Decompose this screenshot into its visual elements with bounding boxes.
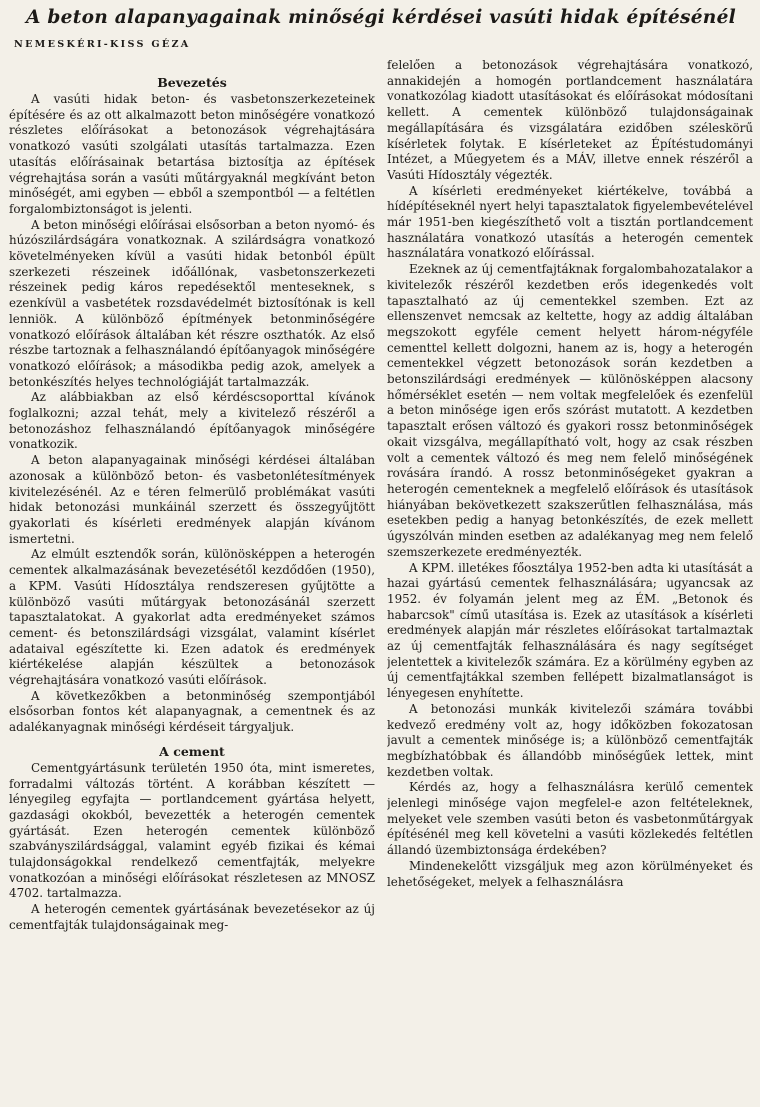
paragraph: A következőkben a betonminőség szempontjából elsősorban fontos két alapanyagnak, a cementnek és az adalékanyagnak minőségi kérdéseit tárgyaljuk. — [9, 688, 375, 735]
paragraph: A heterogén cementek gyártásának bevezetésekor az új cementfajták tulajdonságainak meg- — [9, 902, 375, 932]
section-heading-bevezetes: Bevezetés — [157, 75, 227, 90]
paragraph: A KPM. illetékes főosztálya 1952-ben adta ki utasítását a hazai gyártású cementek felhasználására; ugyancsak az 1952. év folyamán jelent meg az ÉM. „Betonok és habarcsok" című utasítása is. Ezek az utasítások a kísérleti eredmények alapján már részletes előírásokat tartalmaztak az új cementfajták felhasználására és nagy segítséget jelentettek a kivitelezők számára. Ez a körülmény egyben az új cementfajtákkal szemben fellépett bizalmatlanságot is lényegesen enyhítette. — [387, 560, 753, 701]
paragraph: Az alábbiakban az első kérdéscsoporttal kívánok foglalkozni; azzal tehát, mely a kivitelező részéről a betonozáshoz felhasználandó építőanyagok minőségére vonatkozik. — [9, 390, 375, 452]
paragraph: A beton alapanyagainak minőségi kérdései általában azonosak a különböző beton- és vasbetonlétesítmények kivitelezésénél. Az e téren felmerülő problémákat vasúti hidak betonozási munkáinál szerzett és összegyűjtött gyakorlati és kísérleti eredmények alapján kívánom ismertetni. — [9, 453, 375, 546]
paragraph-continued: felelően a betonozások végrehajtására vonatkozó, annakidején a homogén portlandcement használatára vonatkozólag kiadott utasításokat és előírásokat módosítani kellett. A cementek különböző tulajdonságainak megállapítására és vizsgálatára ezidőben széleskörű kísérletek folytak. E kísérleteket az Építéstudományi Intézet, a Műegyetem és a MÁV, illetve ennek részéről a Vasúti Hídosztály végezték. — [387, 58, 753, 182]
article-author: NEMESKÉRI-KISS GÉZA — [14, 39, 191, 50]
paragraph: A kísérleti eredményeket kiértékelve, továbbá a hídépítéseknél nyert helyi tapasztalatok figyelembevételével már 1951-ben kiegészíthető volt a tisztán portlandcement használatára vonatkozó utasítás a heterogén cementek használatára vonatkozó előírással. — [387, 183, 753, 261]
article-title: A beton alapanyagainak minőségi kérdései vasúti hidak építésénél — [26, 7, 736, 28]
paragraph: Az elmúlt esztendők során, különösképpen a heterogén cementek alkalmazásának bevezetésétől kezdődően (1950), a KPM. Vasúti Hídosztálya rendszeresen gyűjtötte a különböző vasúti műtárgyak betonozásánál szerzett tapasztalatokat. A gyakorlat adta eredményeket számos cement- és betonszilárdsági vizsgálat, valamint kísérlet adataival egészítette ki. Ezen adatok és eredmények kiértékelése alapján készültek a betonozások végrehajtására vonatkozó vasúti előírások. — [9, 547, 375, 688]
right-column — [387, 58, 753, 1107]
text-columns — [9, 58, 753, 1107]
paragraph: Ezeknek az új cementfajtáknak forgalombahozatalakor a kivitelezők részéről kezdetben erős idegenkedés volt tapasztalható az új cementekkel szemben. Ezt az ellenszenvet nemcsak az keltette, hogy az addig általában megszokott egyféle cement helyett három-négyféle cementtel kellett dolgozni, hanem az is, hogy a heterogén cementekkel végzett betonozások során kezdetben a betonszilárdsági eredmények — különösképpen alacsony hőmérséklet esetén — nem voltak megfelelőek és ezenfelül a beton minősége igen erős szórást mutatott. A kezdetben tapasztalt erősen változó és gyakori rossz betonminőségek okait vizsgálva, megállapítható volt, hogy az csak részben volt a cementek változó és meg nem felelő minőségének rovására írandó. A rossz betonminőségeket gyakran a heterogén cementeknek a megfelelő előírások és utasítások hiányában bekövetkezett szakszerűtlen felhasználása, más esetekben pedig a hanyag betonkészítés, de ezek mellett úgyszólván minden esetben az adalékanyag meg nem felelő szemszerkezete eredményezték. — [387, 262, 753, 559]
paragraph: A beton minőségi előírásai elsősorban a beton nyomó- és húzószilárdságára vonatkoznak. A szilárdságra vonatkozó követelményeken kívül a vasúti hidak betonból épült szerkezeti részeinek időállónak, vasbetonszerkezeti részeinek pedig káros repedésektől menteseknek, s ezenkívül a vasbetétek rozsdavédelmét biztosítónak is kell lenniök. A különböző építmények betonminőségére vonatkozó előírások általában két részre oszthatók. Az első részbe tartoznak a felhasználandó építőanyagok minőségére vonatkozó előírások; a másodikba pedig azok, amelyek a betonkészítés helyes technológiáját tartalmazzák. — [9, 217, 375, 389]
paragraph: Mindenekelőtt vizsgáljuk meg azon körülményeket és lehetőségeket, melyek a felhasználásra — [387, 858, 753, 889]
paragraph: A vasúti hidak beton- és vasbetonszerkezeteinek építésére és az ott alkalmazott beton minőségére vonatkozó részletes előírásokat a betonozások végrehajtására vonatkozó vasúti szolgálati utasítás tartalmazza. Ezen utasítás előírásainak betartása biztosítja az építések végrehajtása során a vasúti műtárgyaknál megkívánt beton minőségét, ami egyben — ebből a szempontból — a feltétlen forgalombiztonságot is jelenti. — [9, 92, 375, 216]
left-column — [9, 58, 375, 1107]
paragraph: Kérdés az, hogy a felhasználásra kerülő cementek jelenlegi minősége vajon megfelel-e azon feltételeknek, melyeket vele szemben vasúti beton és vasbetonműtárgyak építésénél meg kell követelni a vasúti közlekedés feltétlen állandó üzembiztonsága érdekében? — [387, 780, 753, 858]
paragraph: Cementgyártásunk területén 1950 óta, mint ismeretes, forradalmi változás történt. A korábban készített — lényegileg egyfajta — portlandcement gyártása helyett, gazdasági okokból, bevezették a heterogén cementek gyártását. Ezen heterogén cementek különböző szabványszilárdsággal, valamint egyéb fizikai és kémai tulajdonságokkal rendelkező cementfajták, melyekre vonatkozóan a minőségi előírásokat részletesen az MNOSZ 4702. tartalmazza. — [9, 760, 375, 901]
section-heading-a-cement: A cement — [159, 743, 225, 759]
paragraph: A betonozási munkák kivitelezői számára további kedvező eredmény volt az, hogy időközben fokozatosan javult a cementek minősége is; a különböző cementfajták megbízhatóbbak és állandóbb minőségűek lettek, mint kezdetben voltak. — [387, 701, 753, 779]
